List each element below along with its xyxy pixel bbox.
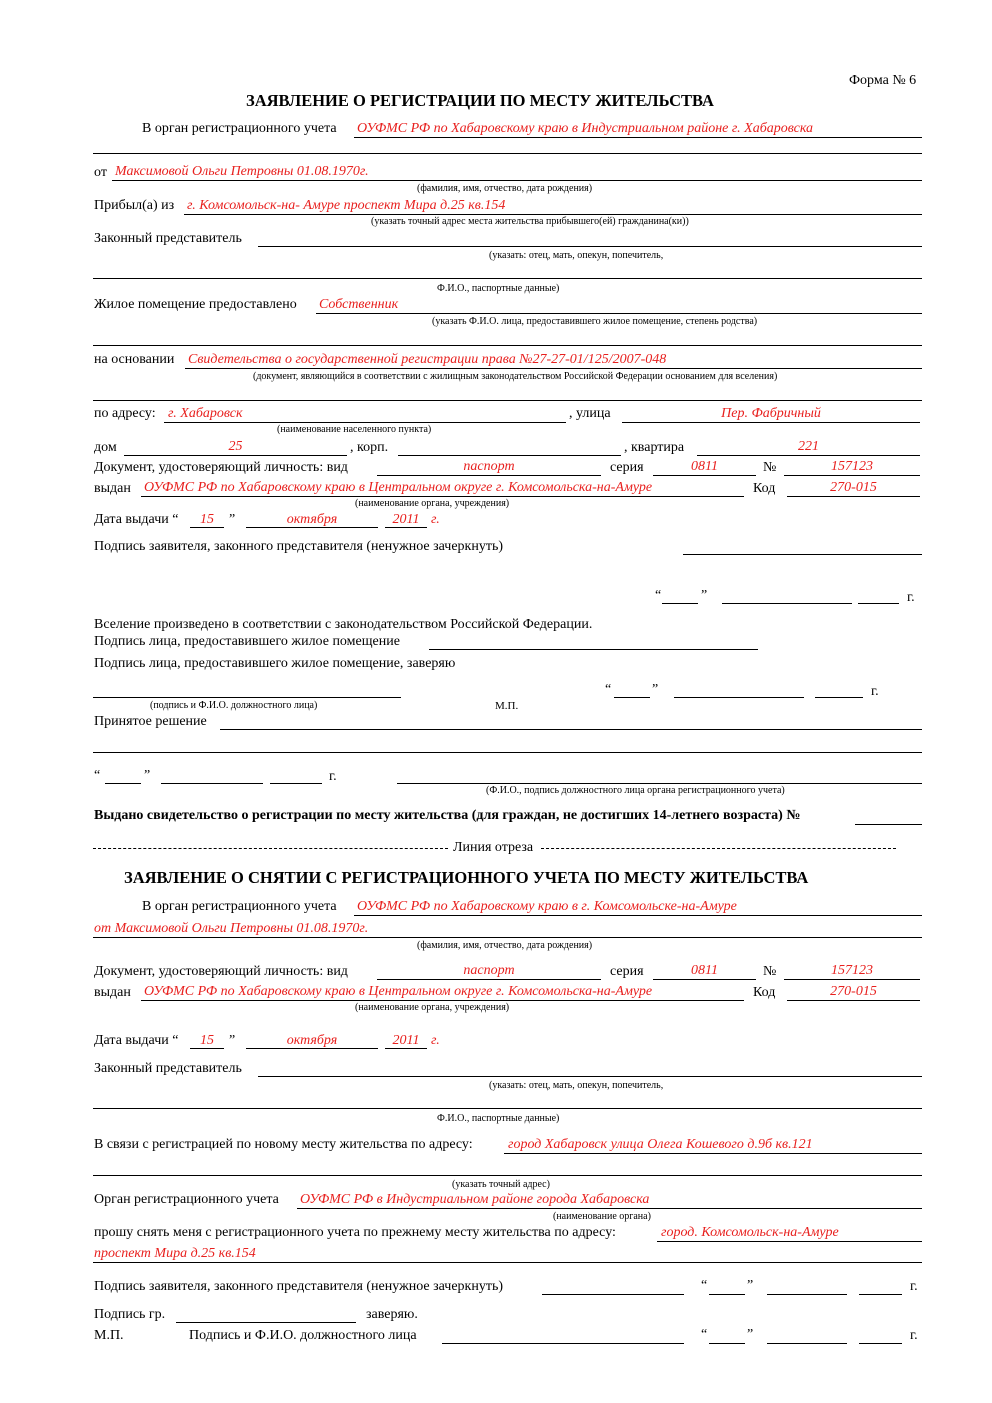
issued2-line [141,1000,744,1001]
arrived-line [184,214,922,215]
city-hint: (наименование населенного пункта) [277,424,432,435]
officer-sign-field[interactable] [397,783,922,784]
certificate-number-field[interactable] [855,824,922,825]
city-line [164,422,566,423]
organ2-top-field[interactable]: ОУФМС РФ по Хабаровскому краю в г. Комсомольске-на-Амуре [357,899,737,914]
dec-date-quote-open: “ [94,768,101,783]
issue2-month-line [246,1048,378,1049]
sign-month-field[interactable] [722,603,852,604]
num2-label: № [763,964,777,979]
issue2-day-line [190,1048,224,1049]
issue-day-line [190,527,224,528]
from2-hint: (фамилия, имя, отчество, дата рождения) [417,940,593,951]
arrived-label: Прибыл(а) из [94,198,175,213]
cut-line-left [93,848,448,849]
series2-label: серия [610,964,644,979]
issue-date-label: Дата выдачи “ [94,512,179,527]
house-line [124,455,347,456]
rep2-line-2[interactable] [93,1108,922,1109]
official2-sign-label: Подпись и Ф.И.О. должностного лица [189,1328,417,1343]
issue-year-suffix: г. [431,512,440,527]
series-line [653,475,756,476]
series-field[interactable]: 0811 [691,459,718,474]
issued-field[interactable]: ОУФМС РФ по Хабаровскому краю в Центральном округе г. Комсомольска-на-Амуре [144,480,653,495]
sign-day-field[interactable] [662,603,698,604]
doc-type-field[interactable]: паспорт [463,459,515,474]
housing-line [316,313,922,314]
code2-line [787,1000,920,1001]
from-label: от [94,165,107,180]
request-field[interactable]: город. Комсомольск-на-Амуре [661,1225,839,1240]
code-line [787,496,920,497]
sign-date-quote-open: “ [655,588,662,603]
organ2-top-line [354,915,922,916]
housing-label: Жилое помещение предоставлено [94,297,297,312]
s2-date2-quote-close: ” [747,1327,754,1342]
from-hint: (фамилия, имя, отчество, дата рождения) [417,183,593,194]
certify-label: заверяю. [366,1307,418,1322]
organ-label: В орган регистрационного учета [142,121,337,136]
housing-field[interactable]: Собственник [319,297,399,312]
code-field[interactable]: 270-015 [830,480,877,495]
s2-date1-quote-open: “ [701,1278,708,1293]
s2-date2-quote-open: “ [701,1327,708,1342]
certificate-text: Выдано свидетельство о регистрации по месту жительства (для граждан, не достигших 14-летнего возраста) № [94,808,801,823]
series2-line [653,979,756,980]
basis-label: на основании [94,352,175,367]
issue-quote: ” [229,512,236,527]
doc-type-line [377,475,601,476]
official2-sign-field[interactable] [442,1343,684,1344]
organ-field[interactable]: ОУФМС РФ по Хабаровскому краю в Индустриальном районе г. Хабаровска [357,121,814,136]
cut-line-label: Линия отреза [453,840,534,855]
rep-hint: (указать: отец, мать, опекун, попечитель, [489,250,664,261]
from2-line [93,937,922,938]
korp-label: , корп. [350,440,389,455]
doc2-type-line [377,979,601,980]
street-field[interactable]: Пер. Фабричный [721,406,821,421]
organ2-top-label: В орган регистрационного учета [142,899,337,914]
official-hint: (подпись и Ф.И.О. должностного лица) [150,700,318,711]
issue-month-line [246,527,378,528]
house-label: дом [94,440,117,455]
arrived-field[interactable]: г. Комсомольск-на- Амуре проспект Мира д.25 кв.154 [187,198,506,213]
issue-year-field[interactable]: 2011 [392,512,420,527]
rep-hint-2: Ф.И.О., паспортные данные) [437,283,560,294]
decision-field[interactable] [220,729,922,730]
rep2-label: Законный представитель [94,1061,242,1076]
request-label: прошу снять меня с регистрационного учета по прежнему месту жительства по адресу: [94,1225,616,1240]
from2-field[interactable]: от Максимовой Ольги Петровны 01.08.1970г. [94,921,369,936]
mp-label: М.П. [495,700,519,712]
s2-date1-year-field[interactable] [859,1294,902,1295]
num-field[interactable]: 157123 [831,459,873,474]
title-deregistration: ЗАЯВЛЕНИЕ О СНЯТИИ С РЕГИСТРАЦИОННОГО УЧЕТА ПО МЕСТУ ЖИТЕЛЬСТВА [124,868,809,887]
request-line [657,1241,922,1242]
issue2-month-field[interactable]: октября [286,1033,338,1048]
citizen-sign-label: Подпись гр. [94,1307,166,1322]
organ2-hint: (наименование органа) [553,1211,651,1222]
sign-year-suffix: г. [907,590,915,605]
from-field[interactable]: Максимовой Ольги Петровны 01.08.1970г. [115,164,369,179]
series2-field[interactable]: 0811 [691,963,718,978]
issue2-year-suffix: г. [431,1033,440,1048]
num-line [784,475,920,476]
dec-year-field[interactable] [270,783,322,784]
officer-hint: (Ф.И.О., подпись должностного лица органа регистрационного учета) [486,785,785,796]
dec-date-quote-close: ” [144,768,151,783]
dec-day-field[interactable] [105,783,141,784]
issued-label: выдан [94,481,131,496]
issue-month-field[interactable]: октября [286,512,338,527]
s2-date1-quote-close: ” [747,1278,754,1293]
rep-line-2[interactable] [93,278,922,279]
cert-year-field[interactable] [815,697,863,698]
request-field-2[interactable]: проспект Мира д.25 кв.154 [94,1246,256,1261]
korp-field[interactable] [398,455,621,456]
sign-year-field[interactable] [858,603,899,604]
issue2-year-line [385,1048,427,1049]
city-field[interactable]: г. Хабаровск [168,406,243,421]
s2-date1-day-field[interactable] [709,1294,745,1295]
organ2-line [297,1208,922,1209]
housing-hint: (указать Ф.И.О. лица, предоставившего жилое помещение, степень родства) [432,316,758,327]
cert-month-field[interactable] [674,697,804,698]
issue2-date-label: Дата выдачи “ [94,1033,179,1048]
provider-sign-label: Подпись лица, предоставившего жилое помещение [94,634,400,649]
provider-sign-field[interactable] [429,649,758,650]
cert-date-quote-open: “ [605,682,612,697]
basis-field[interactable]: Свидетельства о государственной регистрации права №27-27-01/125/2007-048 [188,352,667,367]
issued2-hint: (наименование органа, учреждения) [355,1002,510,1013]
new-address-line [504,1153,922,1154]
organ-line [354,137,922,138]
code-label: Код [753,481,776,496]
doc2-type-field[interactable]: паспорт [463,963,515,978]
apt-line [697,455,920,456]
housing-line-2[interactable] [93,345,922,346]
code2-field[interactable]: 270-015 [830,984,877,999]
cert-day-field[interactable] [614,697,650,698]
s2-date2-day-field[interactable] [709,1343,745,1344]
applicant-sign-field[interactable] [683,554,922,555]
from-line [112,180,922,181]
issue2-quote: ” [229,1033,236,1048]
dec-year-suffix: г. [329,769,337,784]
cert-date-quote-close: ” [652,682,659,697]
doc2-label: Документ, удостоверяющий личность: вид [94,964,348,979]
arrived-hint: (указать точный адрес места жительства прибывшего(ей) гражданина(ки)) [371,216,689,227]
official-sign-field[interactable] [93,697,401,698]
house-field[interactable]: 25 [228,439,243,454]
form-number: Форма № 6 [849,73,917,88]
new-address-hint: (указать точный адрес) [452,1179,550,1190]
rep2-hint: (указать: отец, мать, опекун, попечитель, [489,1080,664,1091]
rep-label: Законный представитель [94,231,242,246]
num2-line [784,979,920,980]
basis-hint: (документ, являющийся в соответствии с жилищным законодательством Российской Федерации основанием для вселения) [253,371,778,382]
issued2-label: выдан [94,985,131,1000]
series-label: серия [610,460,644,475]
settle-text: Вселение произведено в соответствии с законодательством Российской Федерации. [94,617,593,632]
code2-label: Код [753,985,776,1000]
citizen-sign-field[interactable] [176,1322,356,1323]
rep2-hint-2: Ф.И.О., паспортные данные) [437,1113,560,1124]
num-label: № [763,460,777,475]
num2-field[interactable]: 157123 [831,963,873,978]
issue-year-line [385,527,427,528]
organ2-field[interactable]: ОУФМС РФ в Индустриальном районе города Хабаровска [300,1192,650,1207]
basis-line [185,368,922,369]
s2-date2-year-field[interactable] [859,1343,902,1344]
rep-line[interactable] [258,246,922,247]
provider-certify-label: Подпись лица, предоставившего жилое помещение, заверяю [94,656,456,671]
address-label: по адресу: [94,406,156,421]
decision-label: Принятое решение [94,714,207,729]
title-registration: ЗАЯВЛЕНИЕ О РЕГИСТРАЦИИ ПО МЕСТУ ЖИТЕЛЬСТВА [246,91,714,110]
cut-line-right [541,848,896,849]
decision-field-2[interactable] [93,752,922,753]
new-address-label: В связи с регистрацией по новому месту жительства по адресу: [94,1137,473,1152]
request-line-2 [93,1262,922,1263]
issue2-day-field[interactable]: 15 [200,1033,214,1048]
issued-line [141,496,744,497]
new-address-field[interactable]: город Хабаровск улица Олега Кошевого д.9б кв.121 [508,1137,813,1152]
issued2-field[interactable]: ОУФМС РФ по Хабаровскому краю в Центральном округе г. Комсомольска-на-Амуре [144,984,653,999]
basis-line-2[interactable] [93,400,922,401]
s2-date2-year-suffix: г. [910,1328,918,1343]
sign-date-quote-close: ” [701,588,708,603]
s2-date1-year-suffix: г. [910,1279,918,1294]
applicant-sign-label: Подпись заявителя, законного представителя (ненужное зачеркнуть) [94,539,504,554]
s2-date1-month-field[interactable] [767,1294,847,1295]
street-line [622,422,920,423]
applicant2-sign-label: Подпись заявителя, законного представителя (ненужное зачеркнуть) [94,1279,504,1294]
mp2-label: М.П. [94,1328,124,1343]
s2-date2-month-field[interactable] [767,1343,847,1344]
cert-year-suffix: г. [871,684,879,699]
applicant2-sign-field[interactable] [542,1294,684,1295]
new-address-line-2[interactable] [93,1175,922,1176]
doc-label: Документ, удостоверяющий личность: вид [94,460,348,475]
issue2-year-field[interactable]: 2011 [392,1033,420,1048]
apt-field[interactable]: 221 [798,439,819,454]
dec-month-field[interactable] [161,783,263,784]
blank-line [93,153,922,154]
street-label: , улица [569,406,611,421]
issued-hint: (наименование органа, учреждения) [355,498,510,509]
organ2-label: Орган регистрационного учета [94,1192,279,1207]
rep2-line[interactable] [258,1076,922,1077]
issue-day-field[interactable]: 15 [200,512,214,527]
apt-label: , квартира [624,440,685,455]
